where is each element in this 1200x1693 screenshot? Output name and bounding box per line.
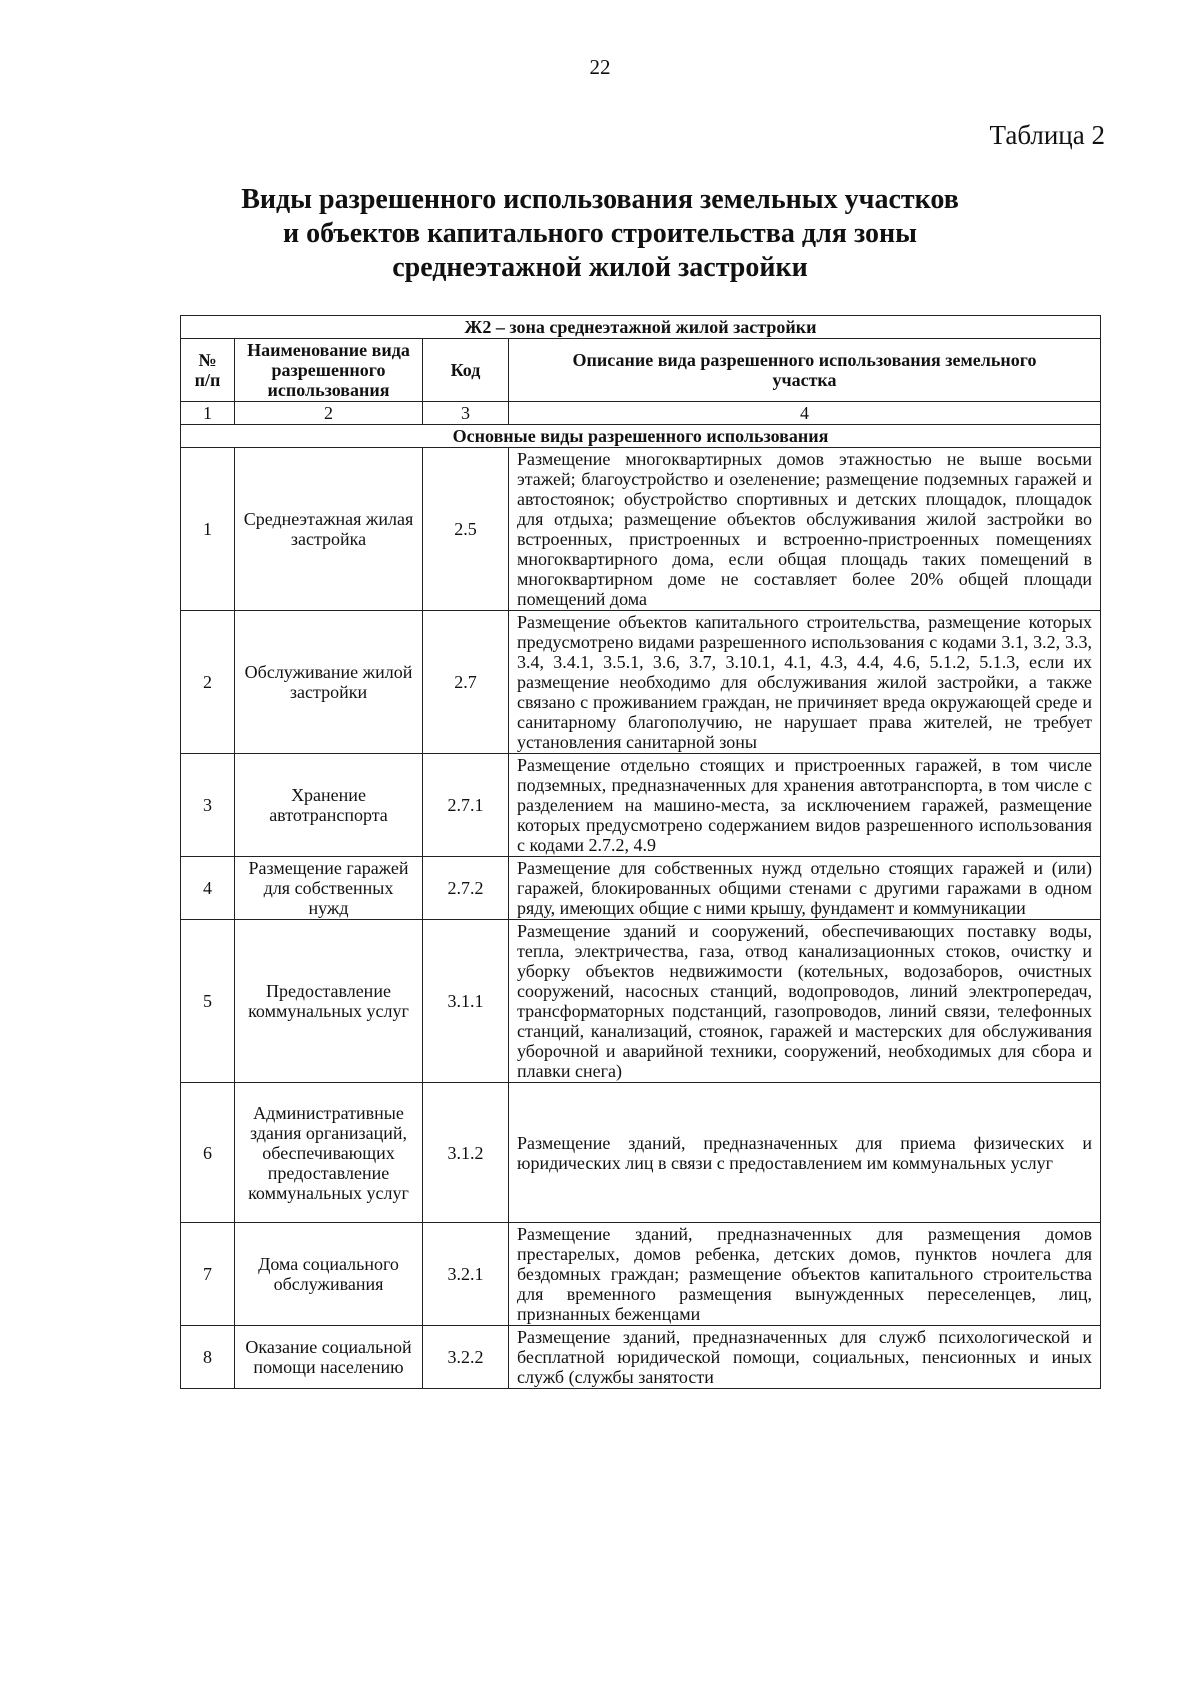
document-title [150, 183, 1050, 285]
table-row [181, 754, 1101, 857]
col-header-num: № п/п [181, 339, 235, 402]
table-row [181, 1083, 1101, 1223]
row-num: 4 [181, 857, 235, 920]
col-header-desc: Описание вида разрешенного использования земельного участка [509, 339, 1101, 402]
table-row [181, 1326, 1101, 1389]
table-row [181, 1223, 1101, 1326]
row-code: 2.7.2 [423, 857, 509, 920]
row-desc: Размещение зданий, предназначенных для служб психологической и бесплатной юридической помощи, социальных, пенсионных и иных служб (службы занятости [509, 1326, 1101, 1389]
row-name: Среднеэтажная жилая застройка [235, 448, 423, 611]
land-use-table [180, 315, 1101, 1389]
row-num: 5 [181, 920, 235, 1083]
row-code: 3.1.2 [423, 1083, 509, 1223]
row-name: Обслуживание жилой застройки [235, 611, 423, 754]
section-title: Основные виды разрешенного использования [181, 425, 1101, 448]
row-num: 3 [181, 754, 235, 857]
row-num: 6 [181, 1083, 235, 1223]
row-desc: Размещение многоквартирных домов этажностью не выше восьми этажей; благоустройство и озеленение; размещение подземных гаражей и автостоянок; обустройство спортивных и детских площадок, площадок для отдыха; размещение объектов обслуживания жилой застройки во встроенных, пристроенных и встроенно-пристроенных помещениях многоквартирного дома, если общая площадь таких помещений в многоквартирном доме не составляет более 20% общей площади помещений дома [509, 448, 1101, 611]
row-name: Дома социального обслуживания [235, 1223, 423, 1326]
row-desc: Размещение зданий, предназначенных для размещения домов престарелых, домов ребенка, детских домов, пунктов ночлега для бездомных граждан; размещение объектов капитального строительства для временного размещения вынужденных переселенцев, лиц, признанных беженцами [509, 1223, 1101, 1326]
title-line-1: Виды разрешенного использования земельных участков [241, 184, 959, 215]
row-name: Оказание социальной помощи населению [235, 1326, 423, 1389]
column-header-row [181, 339, 1101, 402]
table-row [181, 611, 1101, 754]
row-num: 2 [181, 611, 235, 754]
table-row [181, 448, 1101, 611]
row-desc: Размещение отдельно стоящих и пристроенных гаражей, в том числе подземных, предназначенных для хранения автотранспорта, в том числе с разделением на машино-места, за исключением гаражей, размещение которых предусмотрено содержанием видов разрешенного использования с кодами 2.7.2, 4.9 [509, 754, 1101, 857]
col-index-4: 4 [509, 402, 1101, 425]
row-num: 1 [181, 448, 235, 611]
row-desc: Размещение зданий, предназначенных для приема физических и юридических лиц в связи с предоставлением им коммунальных услуг [509, 1083, 1101, 1223]
row-num: 7 [181, 1223, 235, 1326]
col-header-code: Код [423, 339, 509, 402]
row-code: 3.1.1 [423, 920, 509, 1083]
row-name: Предоставление коммунальных услуг [235, 920, 423, 1083]
table-row [181, 920, 1101, 1083]
row-desc: Размещение зданий и сооружений, обеспечивающих поставку воды, тепла, электричества, газа, отвод канализационных стоков, очистку и уборку объектов недвижимости (котельных, водозаборов, очистных сооружений, насосных станций, водопроводов, линий электропередач, трансформаторных подстанций, газопроводов, линий связи, телефонных станций, канализаций, стоянок, гаражей и мастерских для обслуживания уборочной и аварийной техники, сооружений, необходимых для сбора и плавки снега) [509, 920, 1101, 1083]
title-line-3: среднеэтажной жилой застройки [392, 252, 808, 283]
title-line-2: и объектов капитального строительства для зоны [282, 218, 918, 249]
section-row [181, 425, 1101, 448]
row-name: Административные здания организаций, обеспечивающих предоставление коммунальных услуг [235, 1083, 423, 1223]
column-index-row [181, 402, 1101, 425]
row-desc: Размещение для собственных нужд отдельно стоящих гаражей и (или) гаражей, блокированных общими стенами с другими гаражами в одном ряду, имеющих общие с ними крышу, фундамент и коммуникации [509, 857, 1101, 920]
row-name: Размещение гаражей для собственных нужд [235, 857, 423, 920]
row-code: 2.5 [423, 448, 509, 611]
zone-header: Ж2 – зона среднеэтажной жилой застройки [181, 316, 1101, 339]
page-number: 22 [589, 55, 611, 79]
zone-header-row [181, 316, 1101, 339]
table-label: Таблица 2 [989, 120, 1105, 150]
col-header-name: Наименование вида разрешенного использования [235, 339, 423, 402]
row-code: 2.7.1 [423, 754, 509, 857]
row-num: 8 [181, 1326, 235, 1389]
row-code: 3.2.1 [423, 1223, 509, 1326]
row-code: 3.2.2 [423, 1326, 509, 1389]
col-index-2: 2 [235, 402, 423, 425]
col-index-3: 3 [423, 402, 509, 425]
row-name: Хранение автотранспорта [235, 754, 423, 857]
table-row [181, 857, 1101, 920]
col-index-1: 1 [181, 402, 235, 425]
row-code: 2.7 [423, 611, 509, 754]
row-desc: Размещение объектов капитального строительства, размещение которых предусмотрено видами разрешенного использования с кодами 3.1, 3.2, 3.3, 3.4, 3.4.1, 3.5.1, 3.6, 3.7, 3.10.1, 4.1, 4.3, 4.4, 4.6, 5.1.2, 5.1.3, если их размещение необходимо для обслуживания жилой застройки, а также связано с проживанием граждан, не причиняет вреда окружающей среде и санитарному благополучию, не нарушает права жителей, не требует установления санитарной зоны [509, 611, 1101, 754]
